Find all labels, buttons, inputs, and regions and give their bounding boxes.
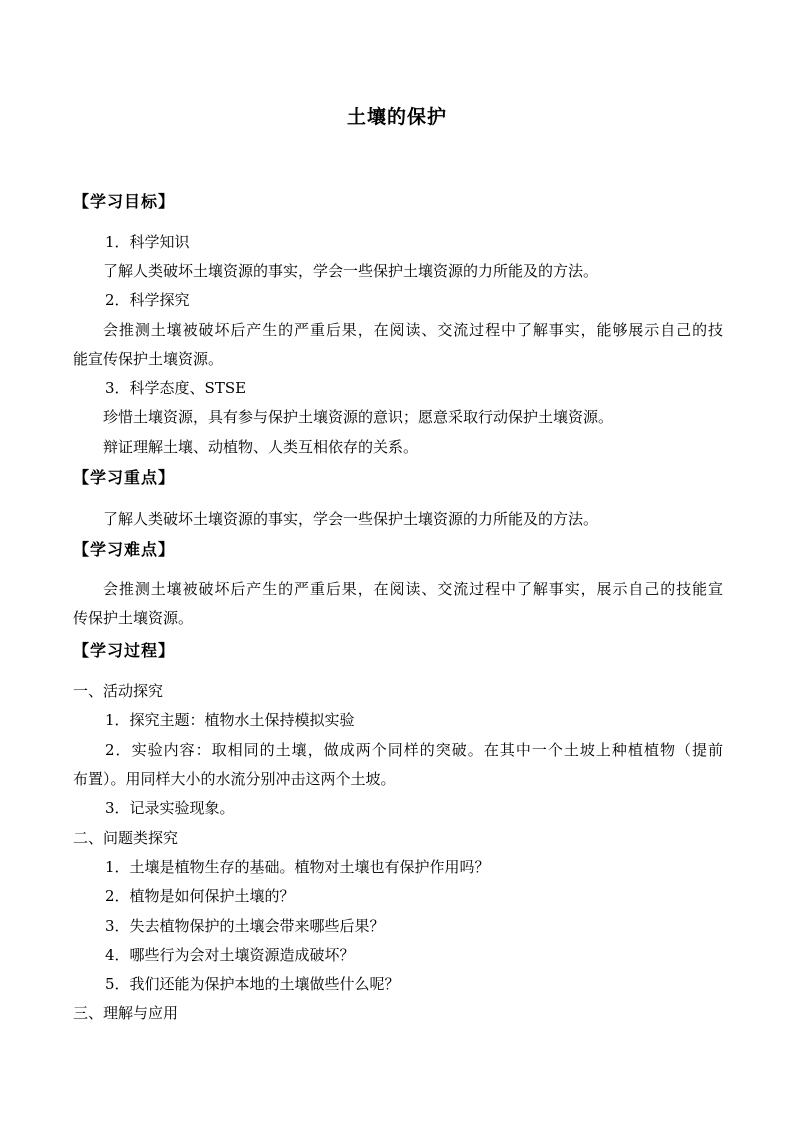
- part1-item-2a: 2．实验内容：取相同的土壤，做成两个同样的突破。在其中一个土坡上种植植物（提前: [105, 741, 723, 759]
- part2-title: 二、问题类探究: [73, 829, 179, 847]
- part1-title: 一、活动探究: [73, 682, 164, 700]
- part3-title: 三、理解与应用: [73, 1004, 179, 1022]
- part2-item: 1．土壤是植物生存的基础。植物对土壤也有保护作用吗？: [105, 858, 490, 876]
- goals-attitude-text-1: 珍惜土壤资源，具有参与保护土壤资源的意识；愿意采取行动保护土壤资源。: [103, 408, 614, 426]
- goals-knowledge-text: 了解人类破坏土壤资源的事实，学会一些保护土壤资源的力所能及的方法。: [103, 262, 599, 280]
- part2-item: 3．失去植物保护的土壤会带来哪些后果？: [105, 917, 385, 935]
- page-title: 土壤的保护: [346, 106, 447, 128]
- goals-heading: 【学习目标】: [73, 192, 176, 211]
- goals-inquiry-text-1: 会推测土壤被破坏后产生的严重后果，在阅读、交流过程中了解事实，能够展示自己的技: [103, 321, 723, 339]
- difficulty-heading: 【学习难点】: [73, 540, 176, 559]
- difficulty-text-2: 传保护土壤资源。: [73, 609, 194, 627]
- difficulty-text-1: 会推测土壤被破坏后产生的严重后果，在阅读、交流过程中了解事实，展示自己的技能宣: [103, 580, 723, 598]
- part2-item: 5．我们还能为保护本地的土壤做些什么呢？: [105, 975, 400, 993]
- part1-item-1: 1．探究主题：植物水土保持模拟实验: [105, 711, 355, 729]
- part1-item-3: 3．记录实验现象。: [105, 799, 235, 817]
- process-heading: 【学习过程】: [73, 641, 176, 660]
- part2-item: 2．植物是如何保护土壤的？: [105, 887, 295, 905]
- goals-attitude-label: 3．科学态度、STSE: [105, 379, 247, 397]
- goals-inquiry-text-2: 能宣传保护土壤资源。: [73, 350, 224, 368]
- goals-inquiry-label: 2．科学探究: [105, 291, 190, 309]
- goals-attitude-text-2: 辩证理解土壤、动植物、人类互相依存的关系。: [103, 438, 419, 456]
- focus-heading: 【学习重点】: [73, 468, 176, 487]
- part2-item: 4．哪些行为会对土壤资源造成破坏？: [105, 946, 355, 964]
- goals-knowledge-label: 1．科学知识: [105, 233, 190, 251]
- focus-text: 了解人类破坏土壤资源的事实，学会一些保护土壤资源的力所能及的方法。: [103, 510, 599, 528]
- part1-item-2b: 布置）。用同样大小的水流分别冲击这两个土坡。: [73, 770, 396, 788]
